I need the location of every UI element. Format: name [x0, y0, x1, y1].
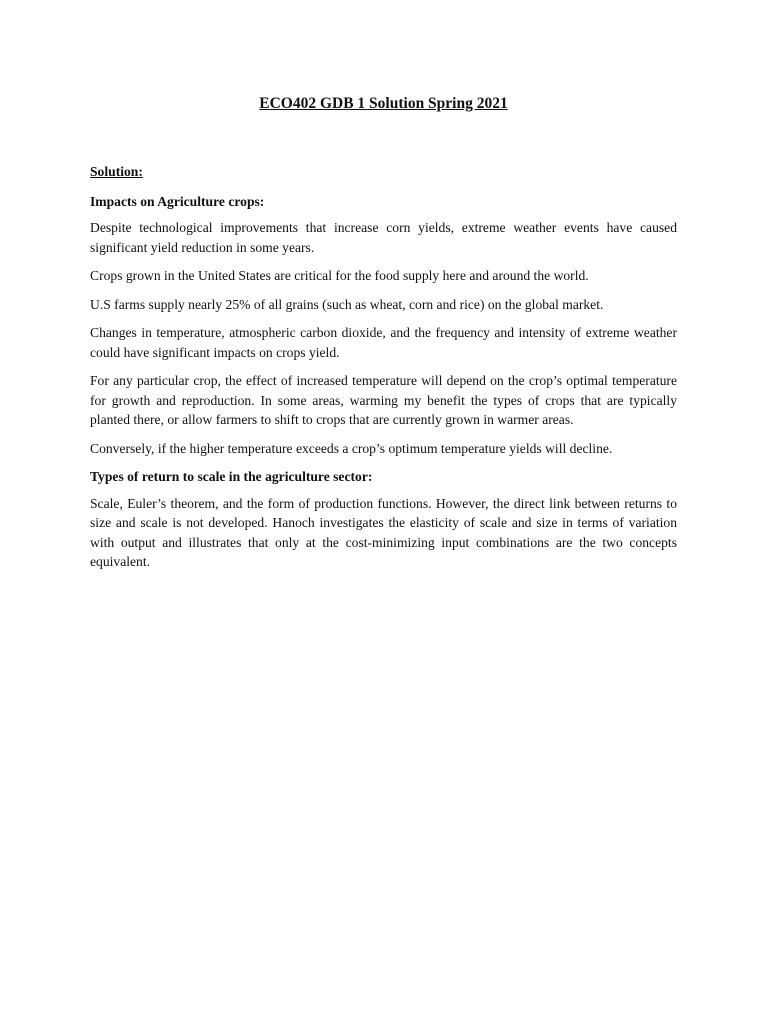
document-body	[90, 94, 677, 581]
paragraph-corn-yields: Despite technological improvements that increase corn yields, extreme weather events have caused significant yield reduction in some years.	[90, 220, 677, 255]
section-heading-returns-to-scale: Types of return to scale in the agriculture sector:	[90, 469, 373, 484]
paragraph-optimal-temperature: For any particular crop, the effect of increased temperature will depend on the crop’s optimal temperature for growth and reproduction. In some areas, warming my benefit the types of crops that are typically planted there, or allow farmers to shift to crops that are currently grown in warmer areas.	[90, 373, 677, 427]
section-heading-impacts: Impacts on Agriculture crops:	[90, 193, 265, 209]
paragraph-scale-theorem: Scale, Euler’s theorem, and the form of production functions. However, the direct link between returns to size and scale is not developed. Hanoch investigates the elasticity of scale and size in terms of variation with output and illustrates that only at the cost-minimizing input combinations are the two concepts equivalent.	[90, 495, 677, 569]
paragraph-climate-changes: Changes in temperature, atmospheric carbon dioxide, and the frequency and intensity of extreme weather could have significant impacts on crops yield.	[90, 325, 677, 360]
paragraph-grain-supply: U.S farms supply nearly 25% of all grains (such as wheat, corn and rice) on the global market.	[90, 296, 604, 312]
paragraph-crops-critical: Crops grown in the United States are critical for the food supply here and around the world.	[90, 268, 589, 283]
document-title: ECO402 GDB 1 Solution Spring 2021	[259, 95, 508, 112]
paragraph-yield-decline: Conversely, if the higher temperature exceeds a crop’s optimum temperature yields will decline.	[90, 440, 613, 456]
solution-label: Solution:	[90, 164, 143, 179]
